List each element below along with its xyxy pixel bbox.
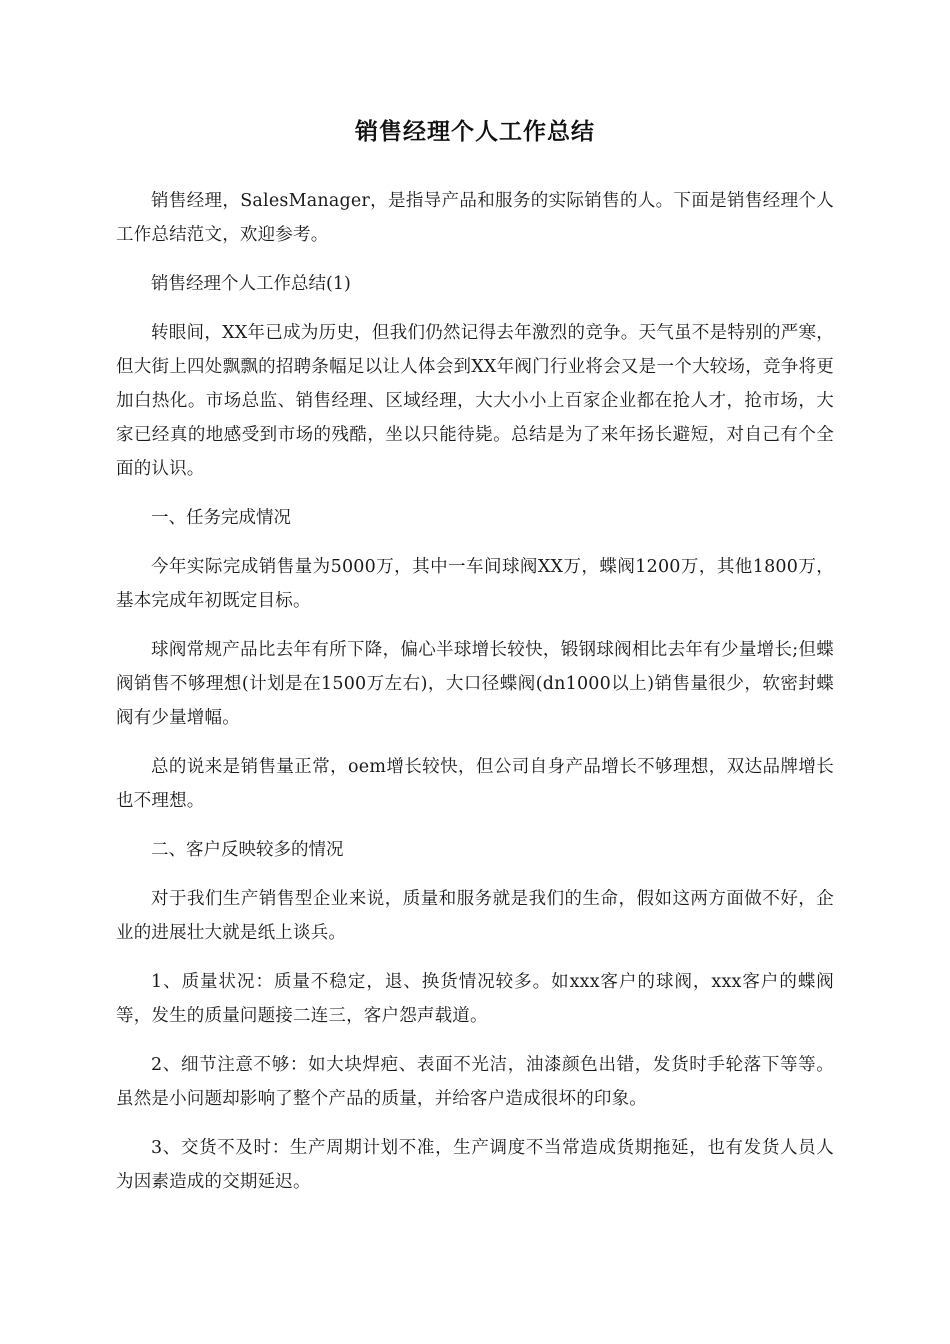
intro-paragraph: 销售经理，SalesManager，是指导产品和服务的实际销售的人。下面是销售经理个人工作总结范文，欢迎参考。: [116, 191, 834, 245]
list-item-details: 2、细节注意不够：如大块焊疤、表面不光洁，油漆颜色出错，发货时手轮落下等等。虽然是小问题却影响了整个产品的质量，并给客户造成很坏的印象。: [116, 1055, 834, 1109]
overall-summary-paragraph: 总的说来是销售量正常，oem增长较快，但公司自身产品增长不够理想，双达品牌增长也不理想。: [116, 757, 834, 811]
product-trend-paragraph: 球阀常规产品比去年有所下降，偏心半球增长较快，锻钢球阀相比去年有少量增长;但蝶阀销售不够理想(计划是在1500万左右)，大口径蝶阀(dn1000以上)销售量很少，软密封蝶阀有少量增幅。: [116, 640, 834, 728]
section-heading-customer-feedback: 二、客户反映较多的情况: [151, 840, 344, 860]
list-item-delivery: 3、交货不及时：生产周期计划不准，生产调度不当常造成货期拖延，也有发货人员人为因素造成的交期延迟。: [116, 1138, 834, 1192]
opening-paragraph: 转眼间，XX年已成为历史，但我们仍然记得去年激烈的竞争。天气虽不是特别的严寒，但大街上四处飘飘的招聘条幅足以让人体会到XX年阀门行业将会又是一个大较场，竞争将更加白热化。市场总监、销售经理、区域经理，大大小小上百家企业都在抢人才，抢市场，大家已经真的地感受到市场的残酷，坐以只能待毙。总结是为了来年扬长避短，对自己有个全面的认识。: [116, 323, 834, 479]
list-item-quality: 1、质量状况：质量不稳定，退、换货情况较多。如xxx客户的球阀，xxx客户的蝶阀等，发生的质量问题接二连三，客户怨声载道。: [116, 972, 834, 1026]
quality-service-paragraph: 对于我们生产销售型企业来说，质量和服务就是我们的生命，假如这两方面做不好，企业的进展壮大就是纸上谈兵。: [116, 889, 834, 943]
section-heading-summary-1: 销售经理个人工作总结(1): [151, 274, 351, 294]
document-title: 销售经理个人工作总结: [355, 119, 595, 145]
section-heading-task-completion: 一、任务完成情况: [151, 508, 291, 528]
sales-volume-paragraph: 今年实际完成销售量为5000万，其中一车间球阀XX万，蝶阀1200万，其他1800万，基本完成年初既定目标。: [116, 557, 834, 611]
